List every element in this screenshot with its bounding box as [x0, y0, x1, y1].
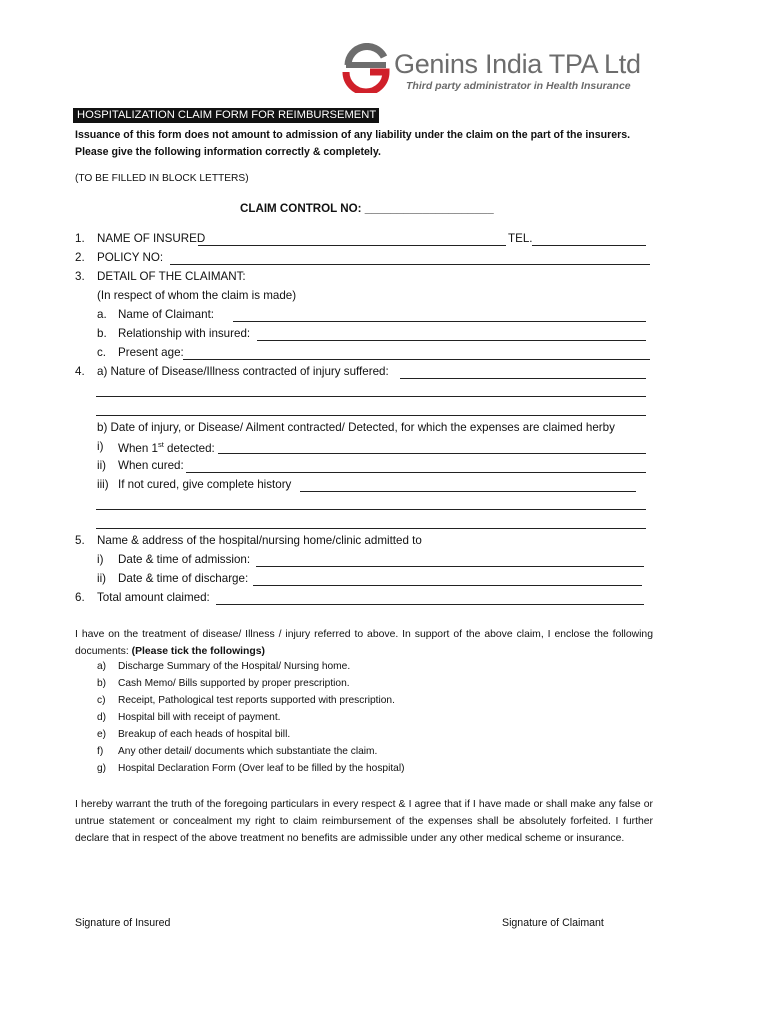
- date-admission-field[interactable]: [256, 566, 644, 567]
- claim-control-number-label: CLAIM CONTROL NO: ____________________: [240, 202, 494, 215]
- sub-item-marker: iii): [97, 478, 109, 491]
- nature-of-disease-line-2[interactable]: [96, 396, 646, 397]
- document-item[interactable]: Discharge Summary of the Hospital/ Nursing home.: [118, 661, 351, 672]
- signature-insured-label[interactable]: Signature of Insured: [75, 917, 171, 929]
- name-of-insured-field[interactable]: [198, 245, 506, 246]
- hospital-name-address-label: Name & address of the hospital/nursing home/clinic admitted to: [97, 534, 422, 547]
- sub-item-marker: b.: [97, 327, 107, 340]
- date-admission-label: Date & time of admission:: [118, 553, 251, 566]
- when-first-detected-field[interactable]: [218, 453, 646, 454]
- company-name: Genins India TPA Ltd: [394, 49, 641, 79]
- document-item[interactable]: Breakup of each heads of hospital bill.: [118, 729, 291, 740]
- company-tagline: Third party administrator in Health Insurance: [406, 80, 631, 92]
- item-number: 1.: [75, 232, 85, 245]
- genins-logo-icon: [342, 43, 392, 93]
- policy-no-label: POLICY NO:: [97, 251, 164, 264]
- in-respect-note: (In respect of whom the claim is made): [97, 289, 297, 302]
- document-item[interactable]: Any other detail/ documents which substantiate the claim.: [118, 746, 378, 757]
- history-line-2[interactable]: [96, 509, 646, 510]
- when-first-detected-label: When 1st detected:: [118, 440, 215, 455]
- name-of-claimant-field[interactable]: [233, 321, 646, 322]
- block-letters-note: (TO BE FILLED IN BLOCK LETTERS): [75, 173, 249, 184]
- item-number: 5.: [75, 534, 85, 547]
- when-cured-field[interactable]: [186, 472, 646, 473]
- tel-field[interactable]: [532, 245, 646, 246]
- detail-of-claimant-label: DETAIL OF THE CLAIMANT:: [97, 270, 246, 283]
- tel-label: TEL.: [508, 232, 533, 245]
- total-amount-label: Total amount claimed:: [97, 591, 210, 604]
- document-item[interactable]: Receipt, Pathological test reports supported with prescription.: [118, 695, 395, 706]
- document-item-marker: a): [97, 661, 107, 672]
- sub-item-marker: ii): [97, 459, 107, 472]
- item-number: 6.: [75, 591, 85, 604]
- document-item-marker: f): [97, 746, 104, 757]
- date-of-injury-label: b) Date of injury, or Disease/ Ailment contracted/ Detected, for which the expenses are claimed herby: [97, 421, 615, 434]
- form-intro: Issuance of this form does not amount to admission of any liability under the claim on the part of the insurers. Please give the following information correctly & completely.: [75, 129, 631, 158]
- nature-of-disease-field[interactable]: [400, 378, 646, 379]
- sub-item-marker: ii): [97, 572, 107, 585]
- declaration-text: I hereby warrant the truth of the foregoing particulars in every respect & I agree that if I have made or shall make any false or untrue statement or concealment my right to claim reimbursement of the expenses shall be absolutely forfeited. I further declare that in respect of the above treatment no benefits are admissible under any other medical scheme or insurance.: [75, 799, 653, 844]
- date-discharge-field[interactable]: [253, 585, 642, 586]
- documents-intro: I have on the treatment of disease/ Illness / injury referred to above. In support of the above claim, I enclose the following documents: (Please tick the followings): [75, 629, 653, 657]
- sub-item-marker: i): [97, 553, 104, 566]
- item-number: 4.: [75, 365, 85, 378]
- name-of-insured-label: NAME OF INSURED: [97, 232, 206, 245]
- if-not-cured-field[interactable]: [300, 491, 636, 492]
- policy-no-field[interactable]: [170, 264, 650, 265]
- history-line-3[interactable]: [96, 528, 646, 529]
- document-item[interactable]: Hospital Declaration Form (Over leaf to be filled by the hospital): [118, 763, 405, 774]
- nature-of-disease-line-3[interactable]: [96, 415, 646, 416]
- present-age-field[interactable]: [183, 359, 650, 360]
- nature-of-disease-label: a) Nature of Disease/Illness contracted of injury suffered:: [97, 365, 389, 378]
- item-number: 3.: [75, 270, 85, 283]
- present-age-label: Present age:: [118, 346, 184, 359]
- item-number: 2.: [75, 251, 85, 264]
- sub-item-marker: i): [97, 440, 104, 453]
- document-item-marker: d): [97, 712, 107, 723]
- relationship-field[interactable]: [257, 340, 646, 341]
- document-item-marker: c): [97, 695, 106, 706]
- sub-item-marker: a.: [97, 308, 107, 321]
- company-logo: [342, 43, 662, 93]
- document-item[interactable]: Hospital bill with receipt of payment.: [118, 712, 281, 723]
- date-discharge-label: Date & time of discharge:: [118, 572, 249, 585]
- document-item-marker: e): [97, 729, 107, 740]
- form-title: HOSPITALIZATION CLAIM FORM FOR REIMBURSEMENT: [73, 108, 379, 123]
- document-item-marker: g): [97, 763, 107, 774]
- sub-item-marker: c.: [97, 346, 107, 359]
- if-not-cured-label: If not cured, give complete history: [118, 478, 292, 491]
- document-item-marker: b): [97, 678, 107, 689]
- when-cured-label: When cured:: [118, 459, 184, 472]
- name-of-claimant-label: Name of Claimant:: [118, 308, 215, 321]
- signature-claimant-label[interactable]: Signature of Claimant: [502, 917, 604, 929]
- relationship-label: Relationship with insured:: [118, 327, 251, 340]
- total-amount-field[interactable]: [216, 604, 644, 605]
- document-item[interactable]: Cash Memo/ Bills supported by proper prescription.: [118, 678, 350, 689]
